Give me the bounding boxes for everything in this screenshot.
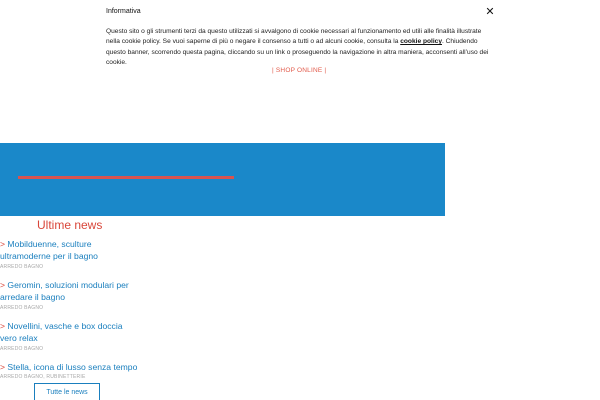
cookie-text-part1: Questo sito o gli strumenti terzi da questo utilizzati si avvalgono di cookie necessari al funzionamento ed utili alle finalità illustrate nella cookie policy. Se vuoi saperne di più o negare il consenso a tutti o ad alcuni cookie, consulta la (106, 28, 482, 46)
news-item-category[interactable]: ARREDO BAGNO (0, 263, 44, 270)
news-item-category[interactable]: ARREDO BAGNO (0, 345, 44, 352)
news-item (0, 279, 140, 311)
news-item-title: Stella, icona di lusso senza tempo (7, 362, 138, 372)
news-item (0, 361, 150, 380)
cookie-text-part2: . Chiudendo questo banner, scorrendo questa pagina, cliccando su un link o proseguendo la navigazione in altra maniera, acconsenti all’uso dei cookie. (106, 38, 489, 66)
cookie-policy-link[interactable]: cookie policy (400, 38, 442, 46)
news-item-category[interactable]: ARREDO BAGNO, RUBINETTERIE (0, 374, 86, 381)
hero-divider-line (18, 176, 234, 179)
news-item-link[interactable] (0, 361, 150, 373)
close-icon[interactable]: ✕ (485, 5, 495, 18)
news-heading: Ultime news (37, 218, 103, 232)
cookie-banner-title: Informativa (106, 8, 141, 15)
all-news-button[interactable]: Tutte le news (34, 383, 100, 400)
cookie-banner (0, 0, 600, 64)
shop-online-link[interactable]: | SHOP ONLINE | (272, 67, 327, 74)
news-item (0, 320, 140, 352)
news-item-category[interactable]: ARREDO BAGNO (0, 304, 44, 311)
arrow-icon: > (0, 362, 6, 372)
news-item-link[interactable] (0, 238, 140, 263)
arrow-icon: > (0, 280, 6, 290)
cookie-banner-text (106, 27, 496, 68)
arrow-icon: > (0, 239, 6, 249)
news-item-link[interactable] (0, 320, 140, 345)
news-item (0, 238, 140, 270)
news-item-title: Novellini, vasche e box doccia vero relax (0, 321, 123, 344)
news-item-link[interactable] (0, 279, 140, 304)
news-item-title: Mobilduenne, sculture ultramoderne per il bagno (0, 239, 98, 262)
arrow-icon: > (0, 321, 6, 331)
hero-band (0, 143, 445, 216)
news-item-title: Geromin, soluzioni modulari per arredare il bagno (0, 280, 129, 303)
